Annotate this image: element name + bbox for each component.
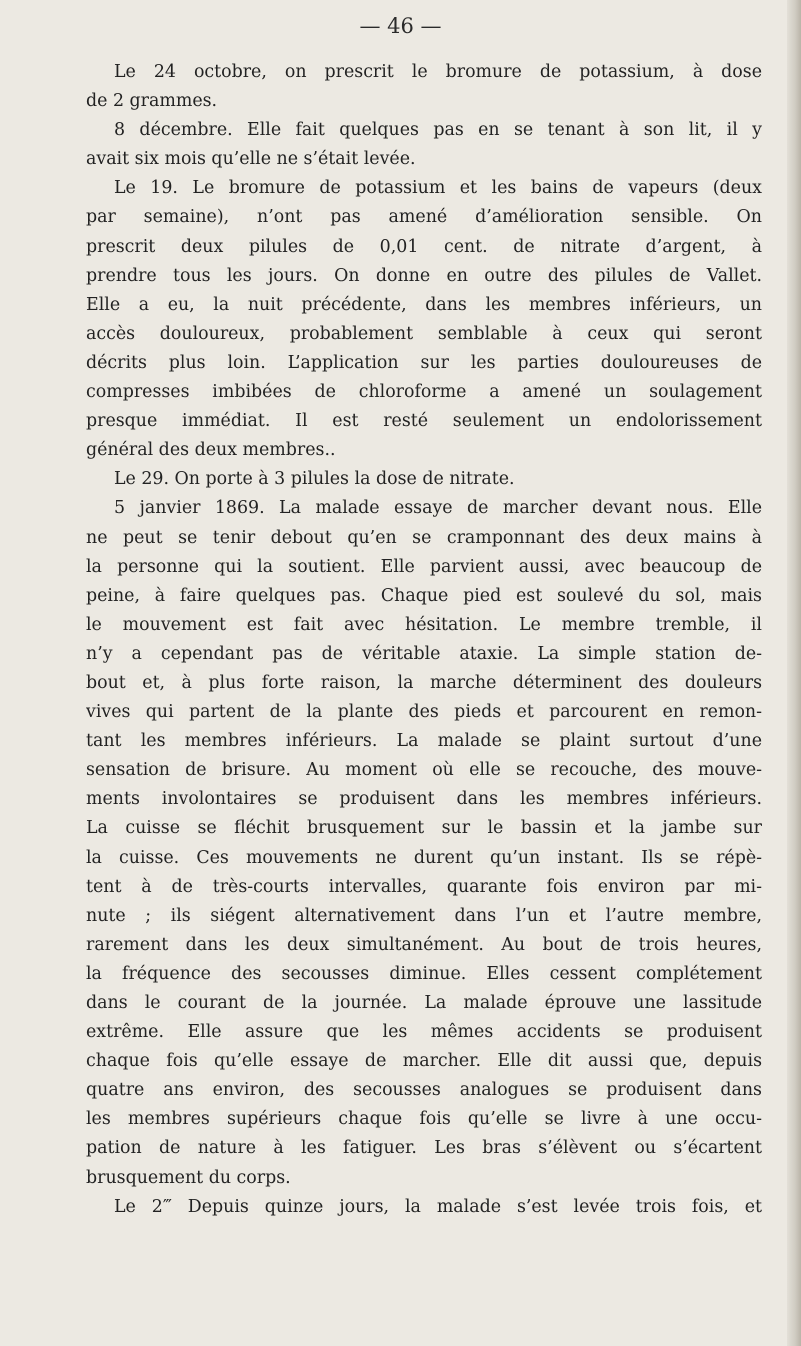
- page-edge-shadow: [787, 0, 801, 1346]
- text-line: général des deux membres..: [86, 440, 336, 461]
- text-line: ments involontaires se produisent dans les membres inférieurs.: [86, 789, 762, 810]
- text-line: la cuisse. Ces mouvements ne durent qu’un instant. Ils se répè-: [86, 847, 762, 868]
- text-line: pation de nature à les fatiguer. Les bras s’élèvent ou s’écartent: [86, 1138, 762, 1159]
- text-line: le mouvement est fait avec hésitation. Le membre tremble, il: [86, 614, 762, 635]
- text-line: rarement dans les deux simultanément. Au bout de trois heures,: [86, 934, 762, 955]
- text-line: brusquement du corps.: [86, 1167, 291, 1188]
- text-line: la personne qui la soutient. Elle parvient aussi, avec beaucoup de: [86, 556, 762, 577]
- text-line: La cuisse se fléchit brusquement sur le bassin et la jambe sur: [86, 818, 762, 839]
- text-line: n’y a cependant pas de véritable ataxie. La simple station de-: [86, 643, 762, 664]
- text-line: prendre tous les jours. On donne en outre des pilules de Vallet.: [86, 265, 762, 286]
- text-line: la fréquence des secousses diminue. Elles cessent complétement: [86, 963, 762, 984]
- page-number: — 46 —: [359, 14, 442, 38]
- text-line: bout et, à plus forte raison, la marche déterminent des douleurs: [86, 672, 762, 693]
- text-line: sensation de brisure. Au moment où elle se recouche, des mouve-: [86, 760, 762, 781]
- text-line: peine, à faire quelques pas. Chaque pied est soulevé du sol, mais: [86, 585, 762, 606]
- text-line: par semaine), n’ont pas amené d’amélioration sensible. On: [86, 207, 762, 228]
- text-line: tent à de très-courts intervalles, quarante fois environ par mi-: [86, 876, 762, 897]
- text-line: de 2 grammes.: [86, 91, 218, 112]
- text-line: Elle a eu, la nuit précédente, dans les membres inférieurs, un: [86, 294, 762, 315]
- text-line: 8 décembre. Elle fait quelques pas en se tenant à son lit, il y: [114, 120, 762, 141]
- text-line: presque immédiat. Il est resté seulement un endolorissement: [86, 411, 762, 432]
- text-line: Le 19. Le bromure de potassium et les bains de vapeurs (deux: [114, 178, 762, 199]
- text-line: vives qui partent de la plante des pieds et parcourent en remon-: [86, 702, 762, 723]
- text-line: les membres supérieurs chaque fois qu’elle se livre à une occu-: [86, 1109, 762, 1130]
- text-line: quatre ans environ, des secousses analogues se produisent dans: [86, 1080, 762, 1101]
- text-line: prescrit deux pilules de 0,01 cent. de nitrate d’argent, à: [86, 236, 762, 257]
- text-line: ne peut se tenir debout qu’en se cramponnant des deux mains à: [86, 527, 762, 548]
- text-line: Le 24 octobre, on prescrit le bromure de potassium, à dose: [114, 62, 762, 82]
- text-line: tant les membres inférieurs. La malade se plaint surtout d’une: [86, 731, 762, 752]
- text-line: dans le courant de la journée. La malade éprouve une lassitude: [86, 993, 762, 1013]
- text-line: extrême. Elle assure que les mêmes accidents se produisent: [86, 1022, 762, 1043]
- text-line: compresses imbibées de chloroforme a amené un soulagement: [86, 382, 762, 403]
- text-line: accès douloureux, probablement semblable à ceux qui seront: [86, 323, 762, 344]
- text-line: nute ; ils siégent alternativement dans l’un et l’autre membre,: [86, 905, 762, 926]
- text-line: Le 2‴ Depuis quinze jours, la malade s’est levée trois fois, et: [114, 1196, 762, 1217]
- text-line: 5 janvier 1869. La malade essaye de marcher devant nous. Elle: [114, 498, 762, 519]
- body-text: [86, 58, 762, 1222]
- text-line: Le 29. On porte à 3 pilules la dose de nitrate.: [114, 469, 515, 490]
- text-line: décrits plus loin. L’application sur les parties douloureuses de: [86, 352, 762, 373]
- text-line: chaque fois qu’elle essaye de marcher. Elle dit aussi que, depuis: [86, 1051, 762, 1072]
- text-line: avait six mois qu’elle ne s’était levée.: [86, 149, 416, 170]
